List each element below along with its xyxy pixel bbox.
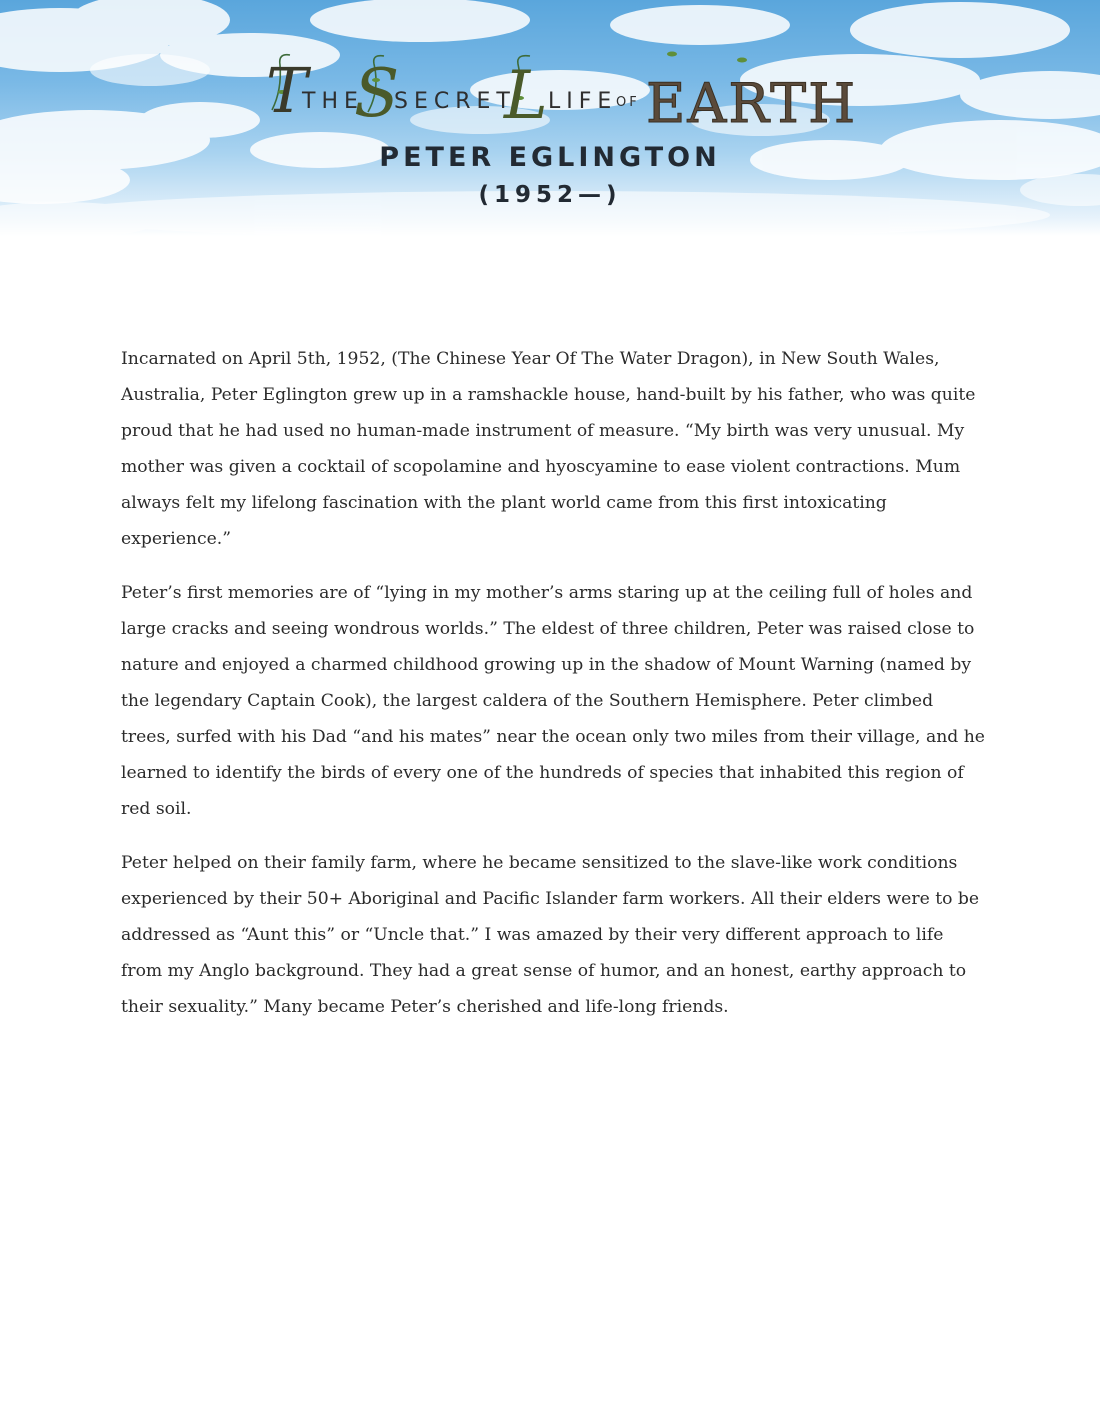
- logo-word-the: THE: [302, 89, 364, 114]
- logo-word-secret: SECRET: [394, 89, 516, 114]
- logo-word-life: LIFE: [548, 89, 618, 114]
- logo-word-earth: EARTH: [646, 72, 858, 130]
- logo-initial-l: L: [504, 57, 548, 130]
- biography-text: [121, 341, 987, 1043]
- logo-initial-s: S: [354, 55, 400, 130]
- paragraph-2: Peter’s first memories are of “lying in my mother’s arms staring up at the ceiling full of holes and large cracks and seeing wondrous worlds.” The eldest of three children, Peter was raised close to nature and enjoyed a charmed childhood growing up in the shadow of Mount Warning (named by the legendary Captain Cook), the largest caldera of the Southern Hemisphere. Peter climbed trees, surfed with his Dad “and his mates” near the ocean only two miles from their village, and he learned to identify the birds of every one of the hundreds of species that inhabited this region of red soil.: [121, 583, 985, 819]
- paragraph-1: Incarnated on April 5th, 1952, (The Chinese Year Of The Water Dragon), in New South Wales, Australia, Peter Eglington grew up in a ramshackle house, hand-built by his father, who was quite proud that he had used no human-made instrument of measure. “My birth was very unusual. My mother was given a cocktail of scopolamine and hyoscyamine to ease violent contractions. Mum always felt my lifelong fascination with the plant world came from this first intoxicating experience.”: [121, 349, 976, 549]
- sky-header-banner: [0, 0, 1100, 236]
- logo-initial-t: T: [266, 54, 308, 127]
- paragraph-3: Peter helped on their family farm, where he became sensitized to the slave-like work conditions experienced by their 50+ Aboriginal and Pacific Islander farm workers. All their elders were to be addressed as “Aunt this” or “Uncle that.” I was amazed by their very different approach to life from my Anglo background. They had a great sense of humor, and an honest, earthy approach to their sexuality.” Many became Peter’s cherished and life-long friends.: [121, 853, 980, 1017]
- page-title: PETER EGLINGTON: [379, 142, 721, 173]
- page-subtitle-years: (1952—): [478, 182, 622, 208]
- series-logo: [0, 40, 1100, 130]
- logo-word-of: OF: [616, 95, 640, 110]
